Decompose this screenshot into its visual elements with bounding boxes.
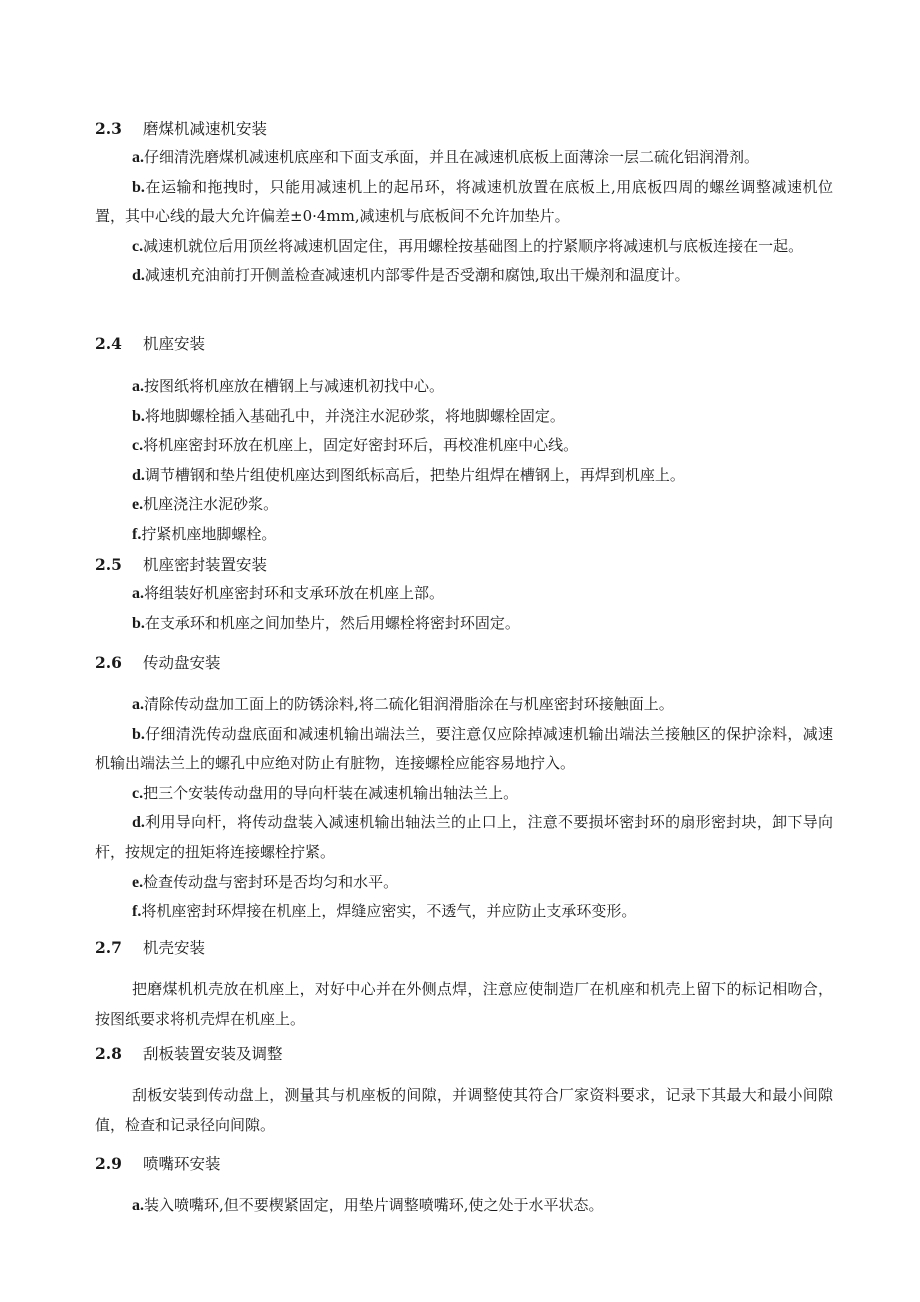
- section-body-2-6: [95, 690, 833, 927]
- list-item: f.拧紧机座地脚螺栓。: [132, 524, 277, 543]
- list-item: b.在支承环和机座之间加垫片，然后用螺栓将密封环固定。: [132, 613, 520, 632]
- list-item: d.调节槽钢和垫片组使机座达到图纸标高后，把垫片组焊在槽钢上，再焊到机座上。: [132, 465, 685, 484]
- section-title: 磨煤机减速机安装: [143, 120, 268, 138]
- section-body-2-8: [95, 1081, 833, 1140]
- list-item: e.检查传动盘与密封环是否均匀和水平。: [132, 872, 399, 891]
- list-item: c.把三个安装传动盘用的导向杆装在减速机输出轴法兰上。: [132, 783, 519, 802]
- section-number: 2.4: [95, 334, 122, 353]
- section-heading-2-4: [95, 333, 835, 355]
- section-heading-2-6: [95, 652, 835, 674]
- section-number: 2.6: [95, 653, 122, 672]
- section-title: 刮板装置安装及调整: [143, 1045, 283, 1063]
- list-item: a.将组装好机座密封环和支承环放在机座上部。: [132, 584, 445, 602]
- section-title: 传动盘安装: [143, 654, 221, 672]
- section-heading-2-9: [95, 1153, 835, 1175]
- section-body-2-9: [95, 1191, 833, 1221]
- list-item: c.减速机就位后用顶丝将减速机固定住，再用螺栓按基础图上的拧紧顺序将减速机与底板连接在一起。: [132, 236, 804, 255]
- list-item: a.按图纸将机座放在槽钢上与减速机初找中心。: [132, 377, 445, 395]
- section-heading-2-5: [95, 554, 835, 576]
- section-body-2-7: [95, 975, 833, 1034]
- list-item: f.将机座密封环焊接在机座上，焊缝应密实，不透气，并应防止支承环变形。: [132, 902, 637, 921]
- list-item: b.仔细清洗传动盘底面和减速机输出端法兰，要注意仅应除掉减速机输出端法兰接触区的保护涂料，减速机输出端法兰上的螺孔中应绝对防止有脏物，连接螺栓应能容易地拧入。: [95, 724, 833, 773]
- section-heading-2-8: [95, 1043, 835, 1065]
- paragraph: 把磨煤机机壳放在机座上，对好中心并在外侧点焊，注意应使制造厂在机座和机壳上留下的标记相吻合，按图纸要求将机壳焊在机座上。: [95, 980, 833, 1028]
- list-item: e.机座浇注水泥砂浆。: [132, 495, 279, 514]
- list-item: a.清除传动盘加工面上的防锈涂料,将二硫化钼润滑脂涂在与机座密封环接触面上。: [132, 695, 674, 713]
- section-title: 机壳安装: [143, 939, 206, 957]
- section-heading-2-3: [95, 118, 835, 140]
- section-number: 2.9: [95, 1154, 122, 1173]
- list-item: a.仔细清洗磨煤机减速机底座和下面支承面，并且在减速机底板上面薄涂一层二硫化铝润滑剂。: [132, 148, 760, 166]
- list-item: d.减速机充油前打开侧盖检查减速机内部零件是否受潮和腐蚀,取出干燥剂和温度计。: [132, 266, 690, 285]
- list-item: a.装入喷嘴环,但不要楔紧固定，用垫片调整喷嘴环,使之处于水平状态。: [132, 1196, 604, 1214]
- section-number: 2.8: [95, 1044, 122, 1063]
- section-number: 2.7: [95, 938, 122, 957]
- section-title: 机座安装: [143, 335, 206, 353]
- section-title: 喷嘴环安装: [143, 1155, 221, 1173]
- section-body-2-4: [95, 372, 833, 550]
- section-number: 2.3: [95, 119, 122, 138]
- section-body-2-5: [95, 579, 833, 638]
- list-item: c.将机座密封环放在机座上，固定好密封环后，再校准机座中心线。: [132, 436, 579, 455]
- list-item: b.在运输和拖拽时，只能用减速机上的起吊环，将减速机放置在底板上,用底板四周的螺丝调整减速机位置，其中心线的最大允许偏差±0·4mm,减速机与底板间不允许加垫片。: [95, 177, 833, 226]
- section-title: 机座密封装置安装: [143, 556, 268, 574]
- paragraph: 刮板安装到传动盘上，测量其与机座板的间隙，并调整使其符合厂家资料要求，记录下其最大和最小间隙值，检查和记录径向间隙。: [95, 1086, 833, 1134]
- section-body-2-3: [95, 143, 833, 291]
- list-item: d.利用导向杆，将传动盘装入减速机输出轴法兰的止口上，注意不要损坏密封环的扇形密封块，卸下导向杆，按规定的扭矩将连接螺栓拧紧。: [95, 813, 833, 861]
- list-item: b.将地脚螺栓插入基础孔中，并浇注水泥砂浆，将地脚螺栓固定。: [132, 406, 565, 425]
- section-number: 2.5: [95, 555, 122, 574]
- section-heading-2-7: [95, 937, 835, 959]
